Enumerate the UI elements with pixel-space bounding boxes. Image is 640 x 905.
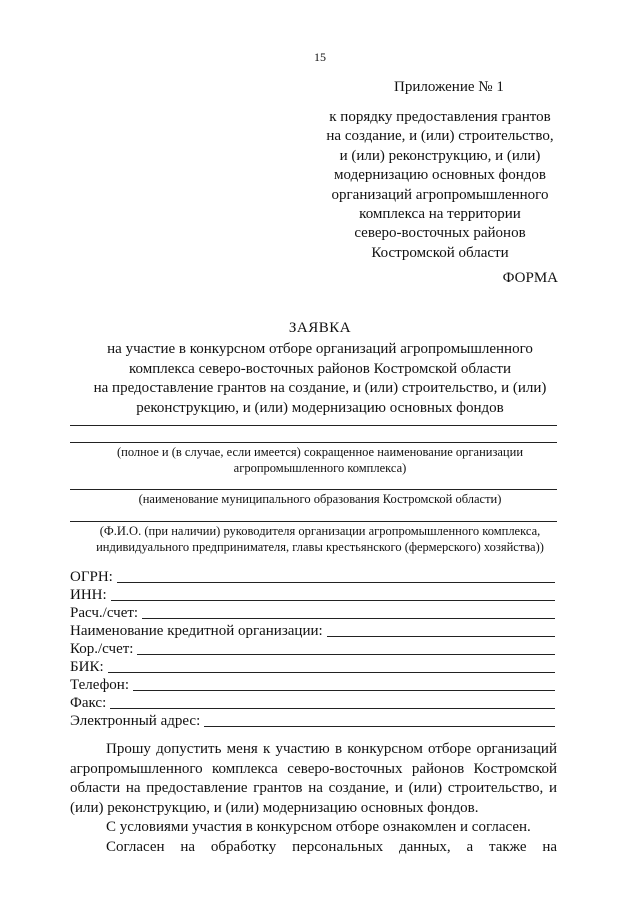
- appendix-line: Костромской области: [371, 244, 509, 261]
- field-label: БИК:: [70, 659, 104, 675]
- appendix-line: организаций агропромышленного: [331, 186, 549, 203]
- appendix-line: северо-восточных районов: [354, 225, 526, 242]
- fax-input-line[interactable]: [110, 708, 555, 709]
- field-label: Телефон:: [70, 677, 129, 693]
- appendix-title: Приложение № 1: [394, 79, 504, 95]
- head-name-line[interactable]: [70, 521, 557, 522]
- org-name-caption: [60, 444, 580, 476]
- bik-input-line[interactable]: [108, 672, 555, 673]
- bank-name-field[interactable]: [70, 620, 555, 640]
- caption-line: агропромышленного комплекса): [233, 461, 407, 475]
- field-label: Факс:: [70, 695, 107, 711]
- application-body: [70, 740, 557, 857]
- subtitle-line: на предоставление грантов на создание, и (или) строительство, и (или): [93, 380, 547, 396]
- application-subtitle: [60, 340, 580, 418]
- email-input-line[interactable]: [204, 726, 555, 727]
- field-label: Расч./счет:: [70, 605, 139, 621]
- bik-field[interactable]: [70, 656, 555, 676]
- caption-line: (Ф.И.О. (при наличии) руководителя организации агропромышленного комплекса,: [99, 524, 541, 538]
- account-field[interactable]: [70, 602, 555, 622]
- phone-field[interactable]: [70, 674, 555, 694]
- fax-field[interactable]: [70, 692, 555, 712]
- account-input-line[interactable]: [142, 618, 555, 619]
- consent-paragraph: Согласен на обработку персональных данных, а также на: [106, 838, 557, 855]
- appendix-line: и (или) реконструкцию, и (или): [339, 147, 541, 164]
- head-name-caption: [60, 523, 580, 555]
- ogrn-input-line[interactable]: [117, 582, 555, 583]
- field-label: Наименование кредитной организации:: [70, 623, 323, 639]
- caption-line: (полное и (в случае, если имеется) сокращенное наименование организации: [116, 445, 524, 459]
- page-number: 15: [314, 50, 326, 64]
- subtitle-line: на участие в конкурсном отборе организаций агропромышленного: [107, 341, 533, 357]
- conditions-paragraph: С условиями участия в конкурсном отборе ознакомлен и согласен.: [106, 819, 531, 835]
- request-paragraph: Прошу допустить меня к участию в конкурсном отборе организаций агропромышленного комплекса северо-восточных районов Костромской области на предоставление грантов на создание, и (или) строительство, и (или) реконструкцию, и (или) модернизацию основных фондов.: [70, 741, 557, 816]
- appendix-line: к порядку предоставления грантов: [329, 109, 551, 125]
- appendix-line: комплекса на территории: [359, 206, 521, 223]
- phone-input-line[interactable]: [133, 690, 555, 691]
- inn-field[interactable]: [70, 584, 555, 604]
- org-name-line-2[interactable]: [70, 442, 557, 443]
- inn-input-line[interactable]: [111, 600, 555, 601]
- corr-account-field[interactable]: [70, 638, 555, 658]
- corr-account-input-line[interactable]: [137, 654, 555, 655]
- ogrn-field[interactable]: [70, 566, 555, 586]
- subtitle-line: реконструкцию, и (или) модернизацию основных фондов: [136, 399, 504, 416]
- field-label: Кор./счет:: [70, 641, 134, 657]
- municipality-line[interactable]: [70, 489, 557, 490]
- appendix-line: на создание, и (или) строительство,: [326, 128, 554, 145]
- field-label: ИНН:: [70, 587, 107, 603]
- municipality-caption: (наименование муниципального образования Костромской области): [138, 492, 502, 506]
- field-label: ОГРН:: [70, 569, 113, 585]
- subtitle-line: комплекса северо-восточных районов Костромской области: [129, 360, 511, 377]
- application-title: ЗАЯВКА: [288, 320, 352, 336]
- caption-line: индивидуального предпринимателя, главы крестьянского (фермерского) хозяйства)): [96, 540, 544, 554]
- email-field[interactable]: [70, 710, 555, 730]
- form-label: ФОРМА: [502, 270, 558, 286]
- field-label: Электронный адрес:: [70, 713, 201, 729]
- bank-name-input-line[interactable]: [327, 636, 555, 637]
- org-name-line-1[interactable]: [70, 425, 557, 426]
- appendix-description: [290, 108, 590, 263]
- appendix-line: модернизацию основных фондов: [334, 167, 546, 184]
